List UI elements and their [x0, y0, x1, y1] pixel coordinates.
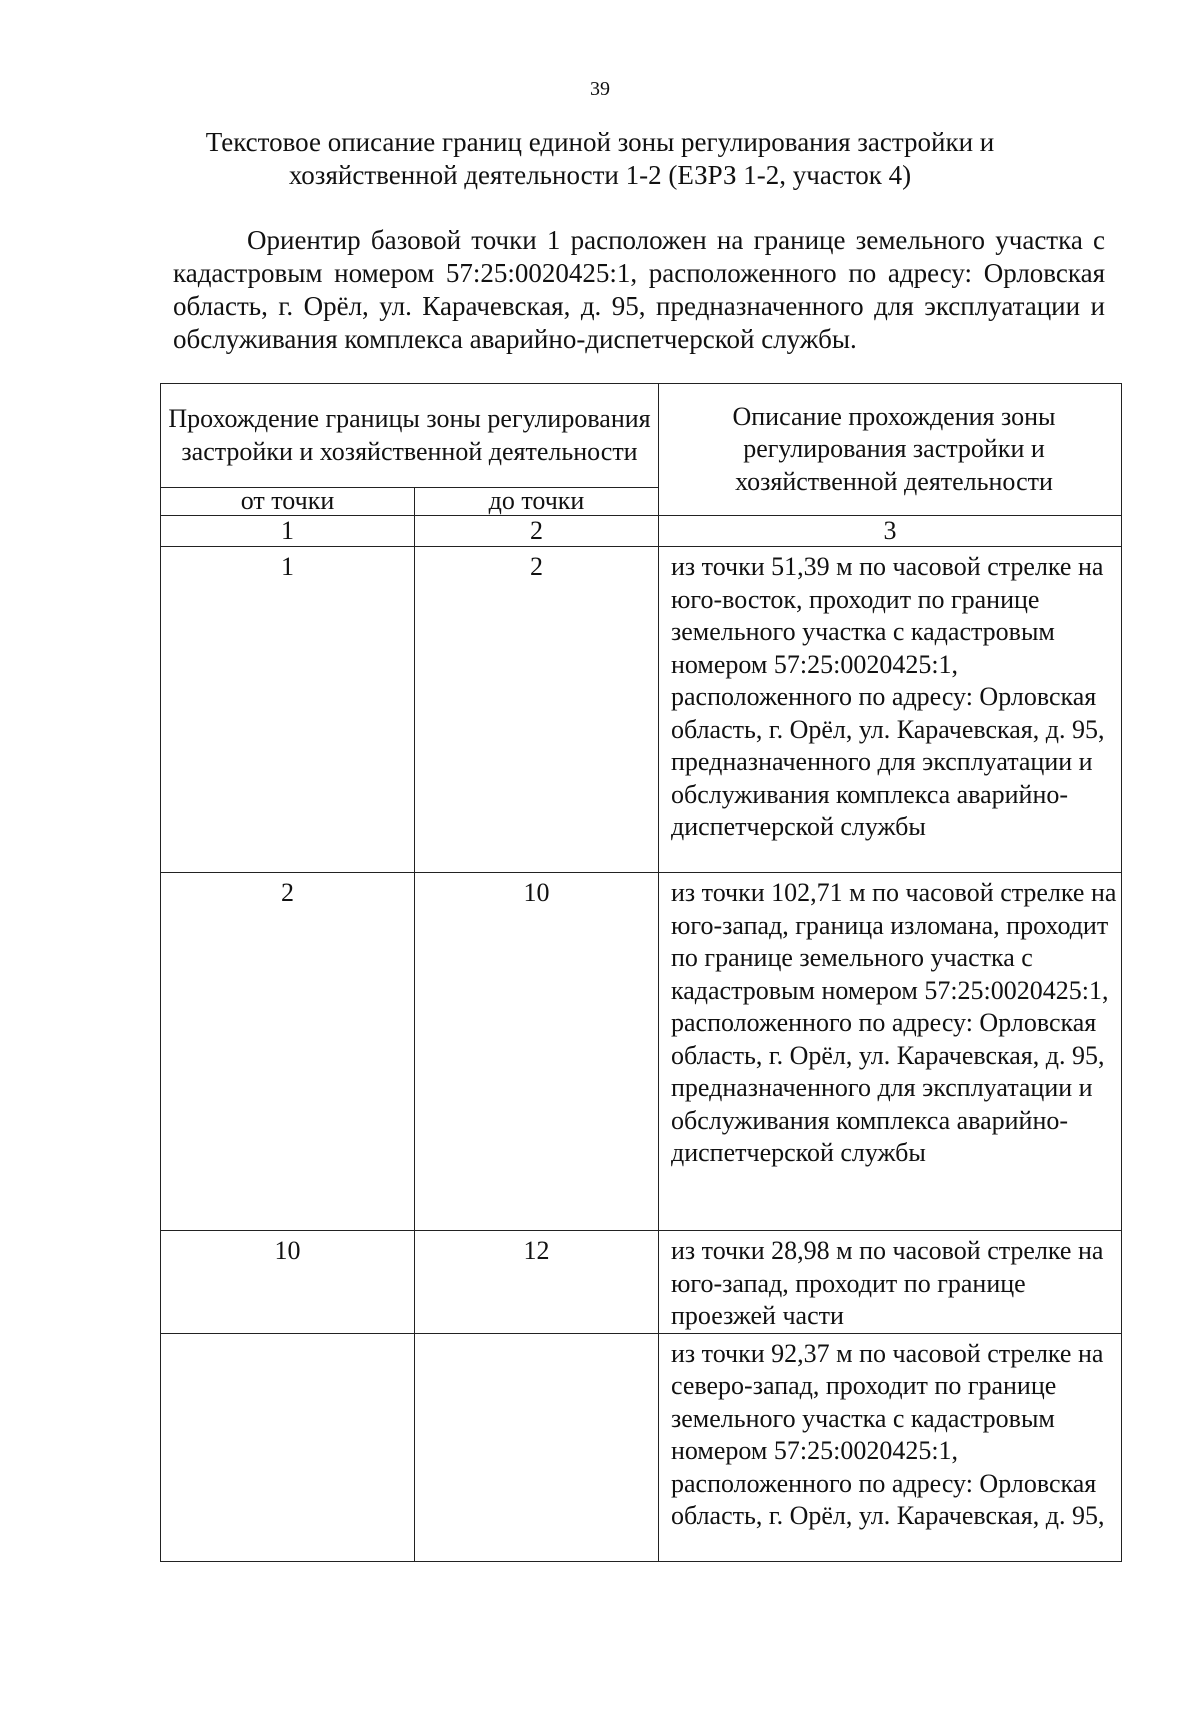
column-number-row: [161, 516, 1122, 547]
to-point-value: 2: [530, 552, 543, 581]
from-point-cell: [161, 1333, 415, 1561]
description-text: из точки 28,98 м по часовой стрелке на юго-запад, проходит по границе проезжей части: [671, 1236, 1104, 1330]
to-point-cell: [415, 547, 659, 873]
table-row: [161, 1333, 1122, 1561]
from-point-value: [161, 1334, 414, 1338]
column-number: 2: [415, 516, 659, 547]
to-point-cell: [415, 873, 659, 1231]
from-point-cell: [161, 1231, 415, 1334]
to-point-value: [415, 1334, 658, 1338]
to-point-value: 10: [523, 878, 550, 907]
page-number: 39: [590, 78, 610, 100]
description-cell: [659, 873, 1122, 1231]
header-description: Описание прохождения зоны регулирования застройки и хозяйственной деятельности: [659, 384, 1122, 516]
column-number: 3: [659, 516, 1122, 547]
description-cell: [659, 1231, 1122, 1334]
from-point-value: 10: [274, 1236, 301, 1265]
from-point-cell: [161, 547, 415, 873]
header-from-point: от точки: [161, 488, 415, 516]
table-header-row: [161, 384, 1122, 488]
from-point-value: 1: [281, 552, 294, 581]
header-to-point: до точки: [415, 488, 659, 516]
boundary-table: [160, 383, 1122, 1562]
intro-paragraph: Ориентир базовой точки 1 расположен на границе земельного участка с кадастровым номером 57:25:0020425:1, расположенного по адресу: Орловская область, г. Орёл, ул. Карачевская, д. 95, предназначенного для эксплуатации и обслуживания комплекса аварийно-диспетчерской службы.: [173, 225, 1105, 354]
from-point-cell: [161, 873, 415, 1231]
from-point-value: 2: [281, 878, 294, 907]
table-row: [161, 1231, 1122, 1334]
to-point-cell: [415, 1333, 659, 1561]
description-cell: [659, 1333, 1122, 1561]
description-text: из точки 102,71 м по часовой стрелке на юго-запад, граница изломана, проходит по границе земельного участка с кадастровым номером 57:25:0020425:1, расположенного по адресу: Орловская область, г. Орёл, ул. Карачевская, д. 95, предназначенного для эксплуатации и обслуживания комплекса аварийно-диспетчерской службы: [671, 878, 1117, 1167]
description-cell: [659, 547, 1122, 873]
to-point-cell: [415, 1231, 659, 1334]
column-number: 1: [161, 516, 415, 547]
table-row: [161, 547, 1122, 873]
document-title: Текстовое описание границ единой зоны регулирования застройки и хозяйственной деятельности 1-2 (ЕЗРЗ 1-2, участок 4): [205, 127, 995, 190]
description-text: из точки 92,37 м по часовой стрелке на северо-запад, проходит по границе земельного участка с кадастровым номером 57:25:0020425:1, расположенного по адресу: Орловская область, г. Орёл, ул. Карачевская, д. 95,: [671, 1338, 1105, 1530]
to-point-value: 12: [523, 1236, 550, 1265]
table-row: [161, 873, 1122, 1231]
description-text: из точки 51,39 м по часовой стрелке на юго-восток, проходит по границе земельного участка с кадастровым номером 57:25:0020425:1, расположенного по адресу: Орловская область, г. Орёл, ул. Карачевская, д. 95, предназначенного для эксплуатации и обслуживания комплекса аварийно-диспетчерской службы: [671, 552, 1105, 841]
header-passage: Прохождение границы зоны регулирования застройки и хозяйственной деятельности: [161, 384, 659, 488]
